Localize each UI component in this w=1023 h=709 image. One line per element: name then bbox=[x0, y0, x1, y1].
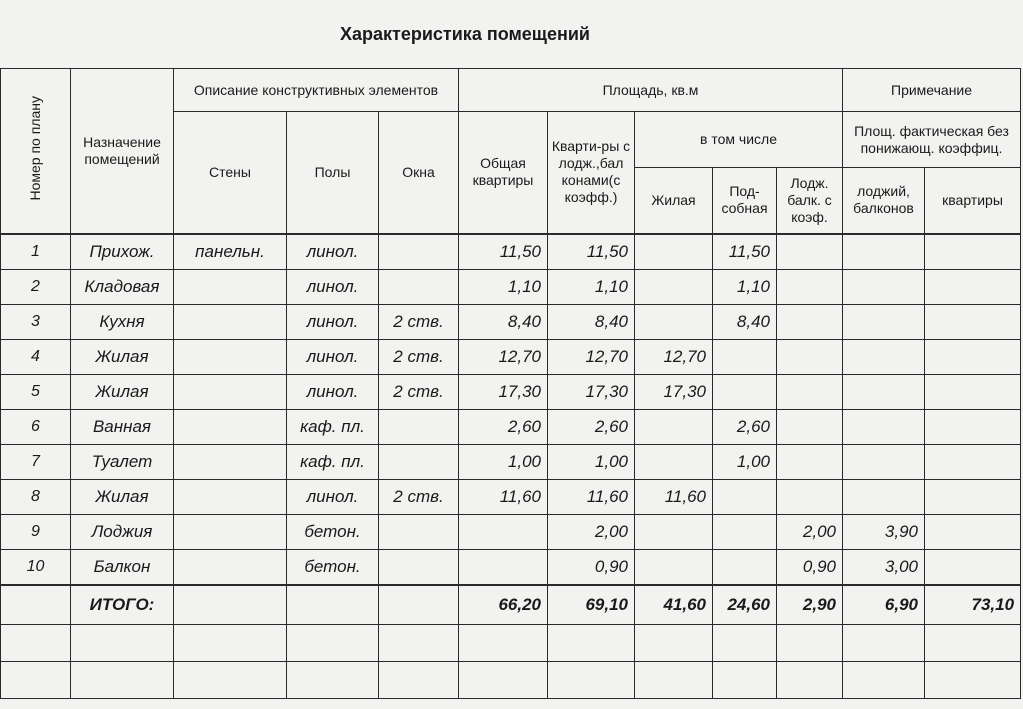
row-aux: 1,10 bbox=[713, 269, 777, 304]
row-fact-loggia: 3,90 bbox=[843, 514, 925, 549]
row-walls bbox=[174, 444, 287, 479]
row-with-loggia: 2,00 bbox=[548, 514, 635, 549]
totals-label: ИТОГО: bbox=[71, 585, 174, 625]
totals-fact-apt: 73,10 bbox=[925, 585, 1021, 625]
row-windows: 2 ств. bbox=[379, 479, 459, 514]
table-row bbox=[1, 549, 1021, 585]
header-area-with-loggia: Кварти-ры с лодж.,бал конами(с коэфф.) bbox=[548, 112, 635, 234]
row-fact-apt bbox=[925, 304, 1021, 339]
row-walls bbox=[174, 409, 287, 444]
table-row bbox=[1, 374, 1021, 409]
page-title: Характеристика помещений bbox=[340, 24, 590, 44]
row-loggia bbox=[777, 269, 843, 304]
row-windows: 2 ств. bbox=[379, 304, 459, 339]
row-fact-loggia bbox=[843, 374, 925, 409]
row-floors: линол. bbox=[287, 339, 379, 374]
row-fact-apt bbox=[925, 514, 1021, 549]
row-living bbox=[635, 234, 713, 270]
row-fact-loggia bbox=[843, 444, 925, 479]
row-fact-loggia bbox=[843, 409, 925, 444]
row-number: 9 bbox=[1, 514, 71, 549]
blank-row bbox=[1, 661, 1021, 698]
row-loggia: 2,00 bbox=[777, 514, 843, 549]
header-description: Описание конструктивных элементов bbox=[174, 69, 459, 112]
totals-row bbox=[1, 585, 1021, 625]
row-walls: панельн. bbox=[174, 234, 287, 270]
row-floors: бетон. bbox=[287, 549, 379, 585]
row-total: 1,10 bbox=[459, 269, 548, 304]
row-floors: бетон. bbox=[287, 514, 379, 549]
row-living: 11,60 bbox=[635, 479, 713, 514]
row-with-loggia: 1,10 bbox=[548, 269, 635, 304]
row-name: Жилая bbox=[71, 339, 174, 374]
row-windows: 2 ств. bbox=[379, 374, 459, 409]
header-total-area: Общая квартиры bbox=[459, 112, 548, 234]
row-fact-loggia bbox=[843, 234, 925, 270]
header-note-sub: Площ. фактическая без понижающ. коэффиц. bbox=[843, 112, 1021, 168]
row-with-loggia: 11,50 bbox=[548, 234, 635, 270]
row-name: Жилая bbox=[71, 479, 174, 514]
row-floors: линол. bbox=[287, 374, 379, 409]
row-fact-apt bbox=[925, 549, 1021, 585]
row-walls bbox=[174, 304, 287, 339]
row-floors: линол. bbox=[287, 479, 379, 514]
row-with-loggia: 2,60 bbox=[548, 409, 635, 444]
header-walls: Стены bbox=[174, 112, 287, 234]
row-name: Балкон bbox=[71, 549, 174, 585]
header-apartment: квартиры bbox=[925, 168, 1021, 234]
row-fact-loggia bbox=[843, 269, 925, 304]
row-total bbox=[459, 549, 548, 585]
row-aux bbox=[713, 374, 777, 409]
row-living bbox=[635, 514, 713, 549]
header-number: Номер по плану bbox=[1, 69, 71, 234]
row-living bbox=[635, 304, 713, 339]
row-name: Кладовая bbox=[71, 269, 174, 304]
row-with-loggia: 0,90 bbox=[548, 549, 635, 585]
row-loggia bbox=[777, 409, 843, 444]
header-loggia-balcony: лоджий, балконов bbox=[843, 168, 925, 234]
row-floors: линол. bbox=[287, 234, 379, 270]
row-name: Жилая bbox=[71, 374, 174, 409]
row-living bbox=[635, 549, 713, 585]
row-total: 11,60 bbox=[459, 479, 548, 514]
row-walls bbox=[174, 514, 287, 549]
rooms-table bbox=[0, 68, 1021, 699]
row-name: Ванная bbox=[71, 409, 174, 444]
row-total: 1,00 bbox=[459, 444, 548, 479]
row-number: 10 bbox=[1, 549, 71, 585]
row-walls bbox=[174, 269, 287, 304]
row-loggia: 0,90 bbox=[777, 549, 843, 585]
table-row bbox=[1, 304, 1021, 339]
row-name: Туалет bbox=[71, 444, 174, 479]
row-walls bbox=[174, 479, 287, 514]
row-windows bbox=[379, 549, 459, 585]
totals-total: 66,20 bbox=[459, 585, 548, 625]
row-living bbox=[635, 444, 713, 479]
row-aux bbox=[713, 514, 777, 549]
row-living bbox=[635, 409, 713, 444]
row-aux: 1,00 bbox=[713, 444, 777, 479]
row-floors: линол. bbox=[287, 304, 379, 339]
row-name: Прихож. bbox=[71, 234, 174, 270]
totals-aux: 24,60 bbox=[713, 585, 777, 625]
row-windows bbox=[379, 514, 459, 549]
row-number: 5 bbox=[1, 374, 71, 409]
row-living bbox=[635, 269, 713, 304]
row-walls bbox=[174, 549, 287, 585]
totals-living: 41,60 bbox=[635, 585, 713, 625]
row-total: 2,60 bbox=[459, 409, 548, 444]
row-fact-loggia bbox=[843, 479, 925, 514]
header-purpose: Назначение помещений bbox=[71, 69, 174, 234]
row-with-loggia: 1,00 bbox=[548, 444, 635, 479]
row-total: 8,40 bbox=[459, 304, 548, 339]
row-windows bbox=[379, 409, 459, 444]
row-number: 3 bbox=[1, 304, 71, 339]
table-row bbox=[1, 479, 1021, 514]
row-loggia bbox=[777, 234, 843, 270]
header-auxiliary: Под-собная bbox=[713, 168, 777, 234]
row-name: Лоджия bbox=[71, 514, 174, 549]
row-total: 12,70 bbox=[459, 339, 548, 374]
row-loggia bbox=[777, 374, 843, 409]
row-total: 11,50 bbox=[459, 234, 548, 270]
row-fact-apt bbox=[925, 374, 1021, 409]
row-total bbox=[459, 514, 548, 549]
row-fact-loggia bbox=[843, 339, 925, 374]
row-number: 4 bbox=[1, 339, 71, 374]
table-row bbox=[1, 409, 1021, 444]
row-aux bbox=[713, 549, 777, 585]
header-area: Площадь, кв.м bbox=[459, 69, 843, 112]
row-number: 1 bbox=[1, 234, 71, 270]
row-loggia bbox=[777, 339, 843, 374]
row-living: 12,70 bbox=[635, 339, 713, 374]
header-windows: Окна bbox=[379, 112, 459, 234]
row-with-loggia: 12,70 bbox=[548, 339, 635, 374]
row-fact-apt bbox=[925, 269, 1021, 304]
row-walls bbox=[174, 339, 287, 374]
row-windows bbox=[379, 234, 459, 270]
header-including: в том числе bbox=[635, 112, 843, 168]
table-row bbox=[1, 234, 1021, 270]
row-number: 2 bbox=[1, 269, 71, 304]
header-floors: Полы bbox=[287, 112, 379, 234]
row-aux: 11,50 bbox=[713, 234, 777, 270]
row-aux: 2,60 bbox=[713, 409, 777, 444]
table-row bbox=[1, 514, 1021, 549]
totals-fact-loggia: 6,90 bbox=[843, 585, 925, 625]
row-fact-apt bbox=[925, 234, 1021, 270]
row-loggia bbox=[777, 479, 843, 514]
row-fact-loggia bbox=[843, 304, 925, 339]
row-windows: 2 ств. bbox=[379, 339, 459, 374]
header-living: Жилая bbox=[635, 168, 713, 234]
row-walls bbox=[174, 374, 287, 409]
table-row bbox=[1, 339, 1021, 374]
row-fact-apt bbox=[925, 409, 1021, 444]
row-fact-apt bbox=[925, 479, 1021, 514]
row-with-loggia: 17,30 bbox=[548, 374, 635, 409]
header-loggia-coef: Лодж. балк. с коэф. bbox=[777, 168, 843, 234]
row-fact-apt bbox=[925, 339, 1021, 374]
row-aux bbox=[713, 479, 777, 514]
row-windows bbox=[379, 444, 459, 479]
row-total: 17,30 bbox=[459, 374, 548, 409]
row-floors: каф. пл. bbox=[287, 444, 379, 479]
row-aux: 8,40 bbox=[713, 304, 777, 339]
row-fact-loggia: 3,00 bbox=[843, 549, 925, 585]
row-number: 7 bbox=[1, 444, 71, 479]
row-number: 6 bbox=[1, 409, 71, 444]
row-with-loggia: 11,60 bbox=[548, 479, 635, 514]
row-aux bbox=[713, 339, 777, 374]
totals-with-loggia: 69,10 bbox=[548, 585, 635, 625]
row-windows bbox=[379, 269, 459, 304]
row-with-loggia: 8,40 bbox=[548, 304, 635, 339]
row-loggia bbox=[777, 444, 843, 479]
row-number: 8 bbox=[1, 479, 71, 514]
row-floors: каф. пл. bbox=[287, 409, 379, 444]
table-row bbox=[1, 269, 1021, 304]
table-row bbox=[1, 444, 1021, 479]
row-loggia bbox=[777, 304, 843, 339]
blank-row bbox=[1, 624, 1021, 661]
row-floors: линол. bbox=[287, 269, 379, 304]
header-note: Примечание bbox=[843, 69, 1021, 112]
row-name: Кухня bbox=[71, 304, 174, 339]
row-living: 17,30 bbox=[635, 374, 713, 409]
row-fact-apt bbox=[925, 444, 1021, 479]
totals-loggia: 2,90 bbox=[777, 585, 843, 625]
